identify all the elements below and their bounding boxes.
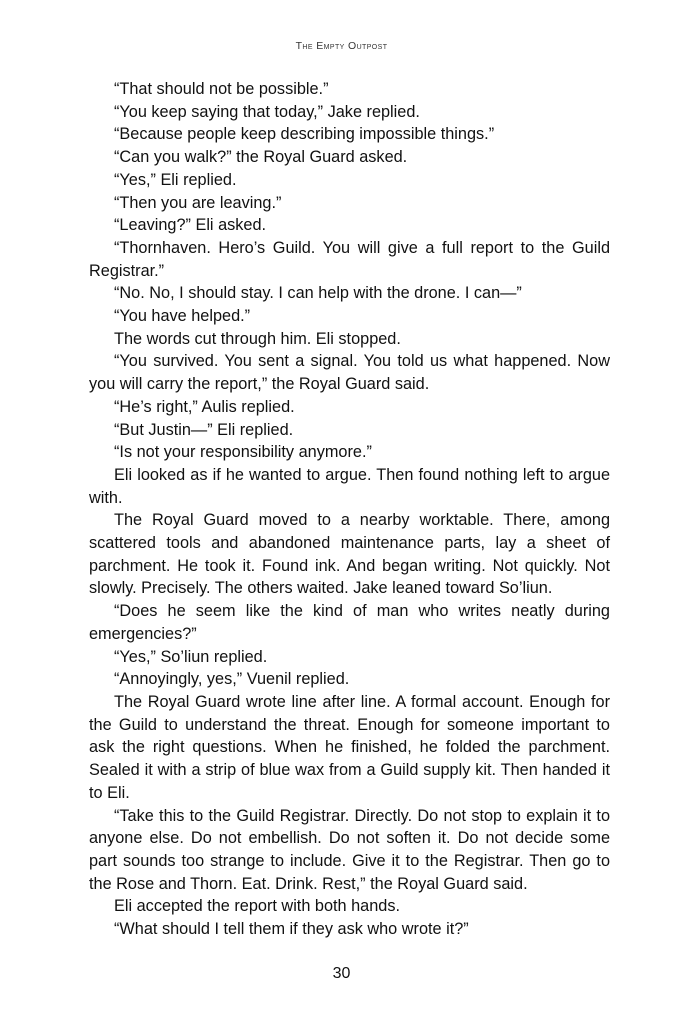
paragraph: “Annoyingly, yes,” Vuenil replied. (114, 670, 350, 689)
page-number: 30 (332, 965, 351, 982)
paragraph: “But Justin—” Eli replied. (114, 420, 294, 439)
body-text (89, 78, 610, 941)
paragraph: “You survived. You sent a signal. You told us what happened. Now you will carry the report,” the Royal Guard said. (89, 352, 610, 394)
paragraph: The Royal Guard moved to a nearby worktable. There, among scattered tools and abandoned maintenance parts, lay a sheet of parchment. He took it. Found ink. And began writing. Not quickly. Not slowly. Precisely. The others waited. Jake leaned toward So’liun. (89, 511, 610, 598)
paragraph: “Is not your responsibility anymore.” (114, 443, 372, 462)
paragraph: “Can you walk?” the Royal Guard asked. (114, 148, 408, 167)
paragraph: The words cut through him. Eli stopped. (114, 329, 401, 348)
paragraph: “No. No, I should stay. I can help with the drone. I can—” (114, 284, 522, 303)
paragraph: “What should I tell them if they ask who wrote it?” (114, 920, 469, 939)
paragraph: “Then you are leaving.” (114, 193, 282, 212)
paragraph: “Yes,” So’liun replied. (114, 647, 268, 666)
paragraph: Eli accepted the report with both hands. (114, 897, 401, 916)
paragraph: “Leaving?” Eli asked. (114, 216, 267, 235)
paragraph: “Because people keep describing impossible things.” (114, 125, 495, 144)
paragraph: “Thornhaven. Hero’s Guild. You will give a full report to the Guild Registrar.” (89, 238, 610, 280)
paragraph: Eli looked as if he wanted to argue. Then found nothing left to argue with. (89, 465, 610, 507)
running-head-title: The Empty Outpost (295, 40, 388, 52)
paragraph: The Royal Guard wrote line after line. A formal account. Enough for the Guild to understand the threat. Enough for someone important to ask the right questions. When he finished, he folded the parchment. Sealed it with a strip of blue wax from a Guild supply kit. Then handed it to Eli. (89, 692, 610, 802)
paragraph: “You keep saying that today,” Jake replied. (114, 102, 420, 121)
paragraph: “Does he seem like the kind of man who writes neatly during emergencies?” (89, 602, 610, 643)
paragraph: “Take this to the Guild Registrar. Directly. Do not stop to explain it to anyone else. Do not embellish. Do not soften it. Do not decide some part sounds too strange to include. Give it to the Registrar. Then go to the Rose and Thorn. Eat. Drink. Rest,” the Royal Guard said. (89, 806, 610, 893)
paragraph: “Yes,” Eli replied. (114, 170, 237, 189)
paragraph: “You have helped.” (114, 307, 251, 326)
paragraph: “He’s right,” Aulis replied. (114, 397, 295, 416)
paragraph: “That should not be possible.” (114, 80, 329, 98)
